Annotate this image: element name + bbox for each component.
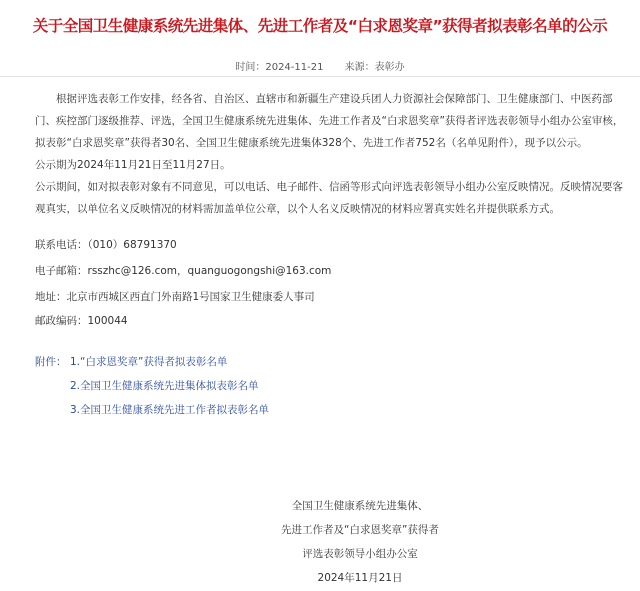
- source-label: 来源：: [344, 62, 375, 73]
- article-meta: [0, 58, 640, 73]
- attachments-list: [35, 350, 633, 422]
- signature-line-1: 全国卫生健康系统先进集体、: [291, 500, 429, 512]
- source: [345, 62, 405, 73]
- paragraph-period: 公示期为2024年11月21日至11月27日。: [35, 159, 231, 171]
- signature-block: [210, 494, 510, 590]
- source-value: 表彰办: [374, 62, 405, 73]
- attachments-label: 附件：: [35, 356, 67, 368]
- spacer: [35, 220, 633, 234]
- signature-line-3: 评选表彰领导小组办公室: [302, 548, 418, 560]
- signature-line-2: 先进工作者及“白求恩奖章”获得者: [281, 524, 439, 536]
- contact-postcode: 邮政编码：100044: [35, 315, 128, 327]
- attachment-row-3: [70, 398, 633, 422]
- article-body: [35, 88, 633, 422]
- contact-email: 电子邮箱：rsszhc@126.com，quanguogongshi@163.com: [35, 265, 332, 277]
- paragraph-feedback: 公示期间，如对拟表彰对象有不同意见，可以电话、电子邮件、信函等形式向评选表彰领导小组办公室反映情况。反映情况要客观真实，以单位名义反映情况的材料需加盖单位公章，以个人名义反映情况的材料应署真实姓名并提供联系方式。: [35, 181, 623, 215]
- page-title: 关于全国卫生健康系统先进集体、先进工作者及“白求恩奖章”获得者拟表彰名单的公示: [32, 17, 608, 35]
- spacer: [35, 332, 633, 350]
- attachment-link-1[interactable]: 1.“白求恩奖章”获得者拟表彰名单: [70, 356, 228, 368]
- time-label: 时间：: [235, 62, 266, 73]
- contact-address: 地址：北京市西城区西直门外南路1号国家卫生健康委人事司: [35, 291, 315, 303]
- header-divider: [0, 76, 640, 77]
- time-value: 2024-11-21: [265, 62, 324, 73]
- signature-date: 2024年11月21日: [317, 572, 403, 584]
- contact-phone: 联系电话：（010）68791370: [35, 239, 177, 251]
- publish-time: [235, 62, 323, 73]
- attachment-row-1: [35, 350, 633, 374]
- attachment-row-2: [70, 374, 633, 398]
- attachment-link-2[interactable]: 2.全国卫生健康系统先进集体拟表彰名单: [70, 380, 259, 392]
- paragraph-intro: 根据评选表彰工作安排，经各省、自治区、直辖市和新疆生产建设兵团人力资源社会保障部门、卫生健康部门、中医药部门、疾控部门逐级推荐、评选，全国卫生健康系统先进集体、先进工作者及“白求恩奖章”获得者评选表彰领导小组办公室审核，拟表彰“白求恩奖章”获得者30名、全国卫生健康系统先进集体328个、先进工作者752名（名单见附件），现予以公示。: [35, 93, 624, 149]
- attachment-link-3[interactable]: 3.全国卫生健康系统先进工作者拟表彰名单: [70, 404, 270, 416]
